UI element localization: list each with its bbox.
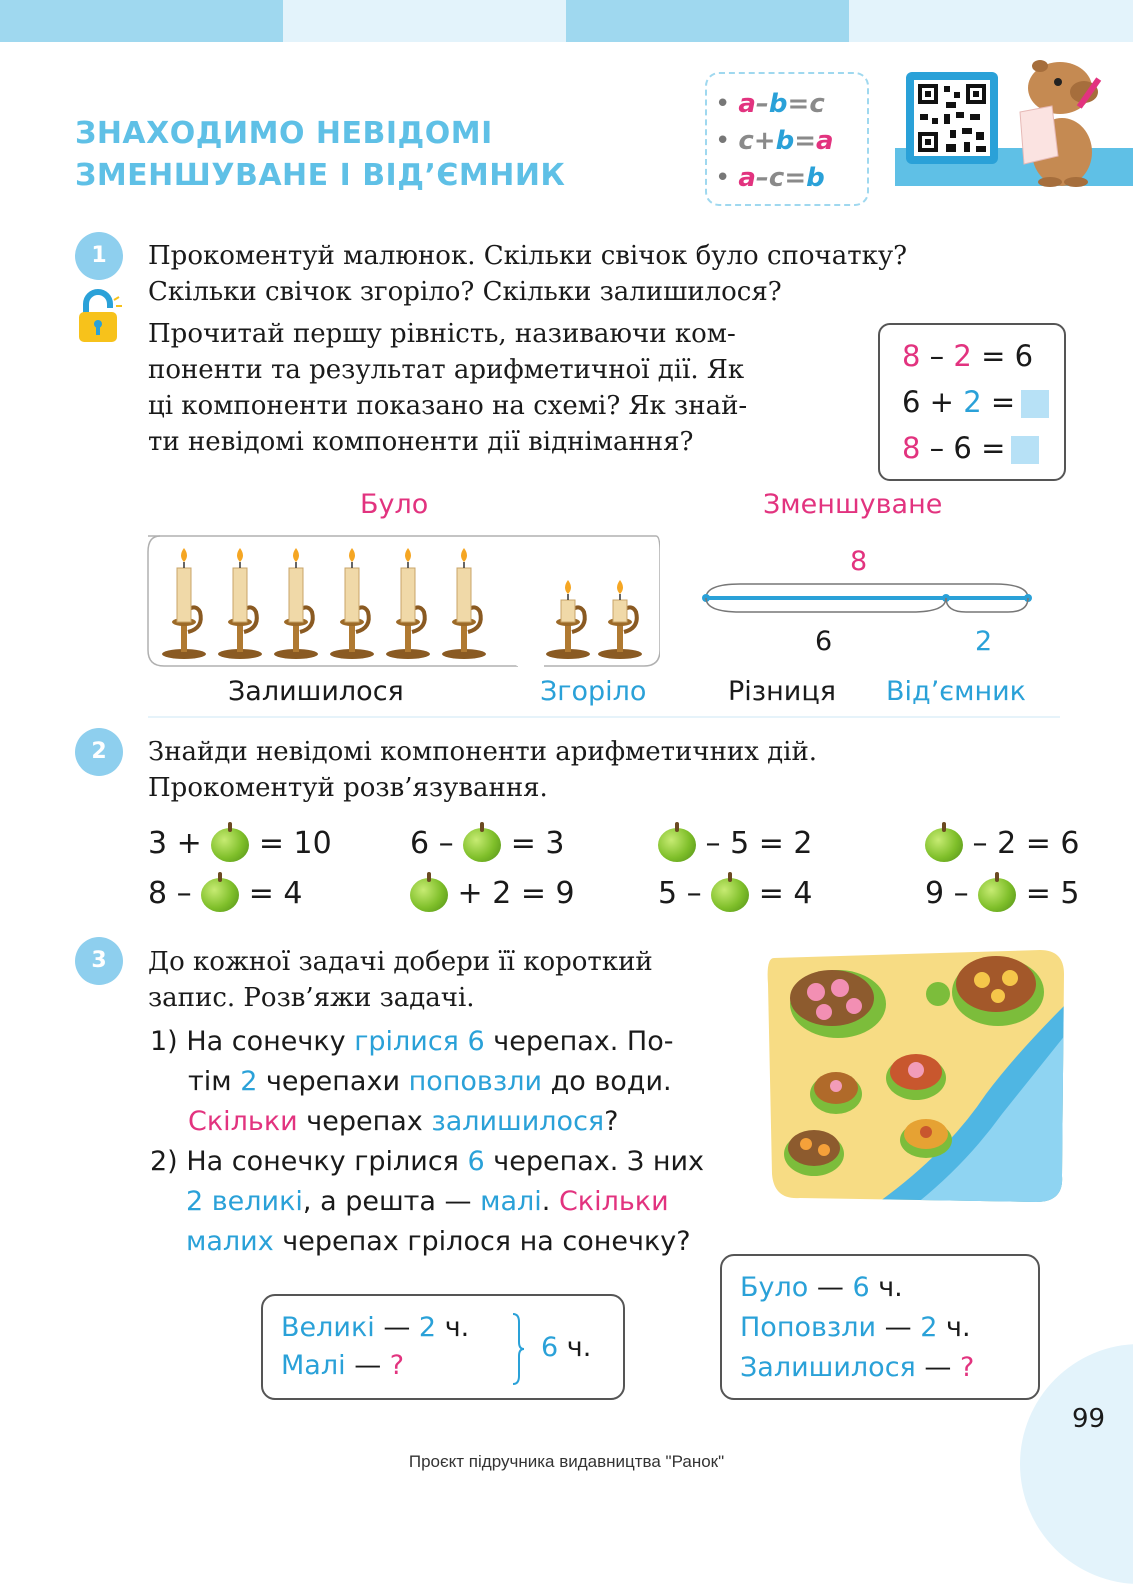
text-line: ці компоненти показано на схемі? Як знай- bbox=[148, 391, 748, 421]
record-line: Було — 6 ч. bbox=[740, 1272, 903, 1303]
top-bar-segment bbox=[283, 0, 566, 42]
task1-instruction bbox=[148, 316, 858, 460]
answer-square[interactable] bbox=[1011, 436, 1039, 464]
top-bar-segment bbox=[566, 0, 849, 42]
footer-note: Проєкт підручника видавництва "Ранок" bbox=[408, 1452, 725, 1471]
segment-scheme bbox=[700, 580, 1034, 620]
label-bulo: Було bbox=[360, 489, 429, 520]
candle-icon bbox=[546, 580, 590, 659]
formula-row: • a–c=b bbox=[715, 163, 825, 193]
record-line: Великі — 2 ч. bbox=[281, 1312, 470, 1343]
title-line: ЗНАХОДИМО НЕВІДОМІ bbox=[75, 116, 493, 151]
lock-icon bbox=[76, 288, 122, 346]
example: – 2 = 6 bbox=[925, 826, 1079, 862]
equations-box bbox=[878, 323, 1066, 481]
task-number-circle: 3 bbox=[75, 937, 123, 985]
candle-icon bbox=[274, 548, 318, 659]
short-record-box-1 bbox=[261, 1294, 625, 1400]
candle-icon bbox=[442, 548, 486, 659]
section-divider bbox=[148, 716, 1060, 718]
minuend-value: 8 bbox=[850, 546, 868, 577]
text-line: Знайди невідомі компоненти арифметичних дій. bbox=[148, 737, 818, 767]
subtrahend-value: 2 bbox=[975, 626, 993, 657]
record-line: Залишилося — ? bbox=[740, 1352, 975, 1383]
label-minuend: Зменшуване bbox=[763, 489, 943, 520]
record-line: Малі — ? bbox=[281, 1350, 405, 1381]
candle-icon bbox=[162, 548, 206, 659]
text-line: 1) На сонечку грілися 6 черепах. По- bbox=[150, 1026, 674, 1057]
text-line: Прокоментуй розв’язування. bbox=[148, 773, 548, 803]
capybara-mascot bbox=[1000, 52, 1120, 188]
task1-question bbox=[148, 238, 907, 310]
candle-icon bbox=[330, 548, 374, 659]
record-line: Поповзли — 2 ч. bbox=[740, 1312, 971, 1343]
formula-box bbox=[705, 72, 869, 206]
formula-row: • a–b=c bbox=[715, 89, 825, 119]
apple-icon[interactable] bbox=[925, 828, 963, 862]
text-line: малих черепах грілося на сонечку? bbox=[186, 1226, 691, 1257]
capybara-icon bbox=[1000, 52, 1120, 188]
label-zalyshylosia: Залишилося bbox=[228, 676, 404, 707]
short-record-box-2 bbox=[720, 1254, 1040, 1400]
apple-icon[interactable] bbox=[211, 828, 249, 862]
equation: 8 – 6 = bbox=[902, 431, 1039, 465]
top-bar-segment bbox=[0, 0, 283, 42]
example: 6 – = 3 bbox=[410, 826, 565, 861]
candle-icon bbox=[598, 580, 642, 659]
example: 8 – = 4 bbox=[148, 876, 303, 911]
bullet: • bbox=[715, 89, 731, 119]
record-total: 6 ч. bbox=[541, 1332, 592, 1363]
candles-image bbox=[146, 526, 660, 668]
apple-icon[interactable] bbox=[201, 878, 239, 912]
text-line: Прокоментуй малюнок. Скільки свічок було спочатку? bbox=[148, 241, 908, 271]
example: 3 + = 10 bbox=[148, 826, 332, 861]
curly-brace-icon bbox=[511, 1312, 525, 1386]
candle-icon bbox=[218, 548, 262, 659]
text-line: тім 2 черепахи поповзли до води. bbox=[188, 1066, 672, 1097]
turtles-image bbox=[766, 944, 1066, 1204]
example: – 5 = 2 bbox=[658, 826, 812, 862]
equation: 8 – 2 = 6 bbox=[902, 339, 1034, 373]
qr-code-icon bbox=[906, 72, 998, 164]
text-line: 2) На сонечку грілися 6 черепах. З них bbox=[150, 1146, 704, 1177]
qr-code[interactable] bbox=[906, 72, 998, 164]
apple-icon[interactable] bbox=[658, 828, 696, 862]
candles-illustration bbox=[146, 526, 660, 668]
label-subtrahend: Від’ємник bbox=[886, 676, 1026, 707]
example: + 2 = 9 bbox=[410, 876, 575, 912]
candle-icon bbox=[386, 548, 430, 659]
text-line: ти невідомі компоненти дії віднімання? bbox=[148, 427, 694, 457]
apple-icon[interactable] bbox=[410, 878, 448, 912]
text-line: До кожної задачі добери її короткий bbox=[148, 947, 653, 977]
label-zhorilo: Згоріло bbox=[540, 676, 647, 707]
apple-icon[interactable] bbox=[978, 878, 1016, 912]
difference-value: 6 bbox=[815, 626, 833, 657]
top-bar-segment bbox=[849, 0, 1133, 42]
text-line: Скільки черепах залишилося? bbox=[188, 1106, 619, 1137]
task-number-circle: 1 bbox=[75, 232, 123, 280]
problem-2 bbox=[150, 1142, 750, 1262]
example: 5 – = 4 bbox=[658, 876, 813, 911]
text-line: запис. Розв’яжи задачі. bbox=[148, 983, 475, 1013]
title-line: ЗМЕНШУВАНЕ І ВІД’ЄМНИК bbox=[75, 158, 566, 193]
text-line: 2 великі, а решта — малі. Скільки bbox=[186, 1186, 669, 1217]
answer-square[interactable] bbox=[1021, 390, 1049, 418]
text-line: поненти та результат арифметичної дії. Як bbox=[148, 355, 745, 385]
example: 9 – = 5 bbox=[925, 876, 1080, 911]
problem-1 bbox=[150, 1022, 750, 1142]
text-line: Прочитай першу рівність, називаючи ком- bbox=[148, 319, 736, 349]
task3-question bbox=[148, 944, 653, 1016]
equation: 6 + 2 = bbox=[902, 385, 1049, 419]
apple-icon[interactable] bbox=[463, 828, 501, 862]
task-number-circle: 2 bbox=[75, 728, 123, 776]
text-line: Скільки свічок згоріло? Скільки залишилося? bbox=[148, 277, 782, 307]
page-number: 99 bbox=[1072, 1404, 1106, 1434]
label-difference: Різниця bbox=[728, 676, 836, 707]
apple-icon[interactable] bbox=[711, 878, 749, 912]
page-title bbox=[75, 113, 565, 197]
turtles-illustration bbox=[766, 944, 1066, 1204]
formula-row: • c+b=a bbox=[715, 126, 834, 156]
task2-question bbox=[148, 734, 817, 806]
